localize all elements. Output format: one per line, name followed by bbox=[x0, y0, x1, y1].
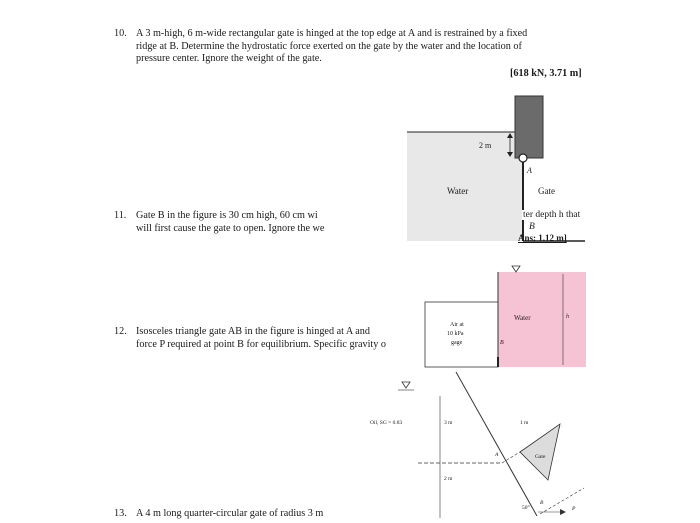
air-label-1: Air at bbox=[450, 322, 464, 328]
dim-1m-label: 1 m bbox=[520, 420, 529, 426]
air-label-2: 10 kPa bbox=[447, 331, 464, 337]
problem-line: Isosceles triangle gate AB in the figure is hinged at A and bbox=[136, 326, 370, 337]
h-label: h bbox=[566, 314, 569, 320]
problem-text bbox=[136, 210, 324, 235]
triangle-gate bbox=[520, 424, 560, 480]
problem-line: A 3 m-high, 6 m-wide rectangular gate is hinged at the top edge at A and is restrained by a fixed bbox=[136, 28, 528, 39]
problem-line: pressure center. Ignore the weight of the gate. bbox=[136, 53, 322, 64]
problem-text bbox=[136, 326, 386, 351]
depth-label: 2 m bbox=[479, 141, 492, 150]
figure-11-diagram bbox=[420, 262, 590, 372]
angle-label: 50° bbox=[522, 505, 530, 511]
hinge-label: A bbox=[527, 166, 532, 175]
figure-12 bbox=[362, 368, 590, 523]
dim-3m-label: 3 m bbox=[444, 420, 453, 426]
problem-line: force P required at point B for equilibrium. Specific gravity o bbox=[136, 338, 386, 350]
overlay-text-2: B bbox=[529, 222, 535, 232]
gate-b-label: B bbox=[500, 340, 504, 346]
figure-10-diagram bbox=[395, 92, 595, 244]
problem-text bbox=[136, 28, 527, 66]
figure-12-diagram bbox=[362, 368, 590, 523]
gate-label: Gate bbox=[535, 454, 546, 460]
problem-12 bbox=[114, 326, 419, 352]
dim-2m-label: 2 m bbox=[444, 476, 453, 482]
problem-10 bbox=[114, 28, 594, 68]
problem-line: Gate B in the figure is 30 cm high, 60 cm wi bbox=[136, 210, 318, 221]
problem-number: 11. bbox=[114, 210, 127, 221]
free-surface-symbol bbox=[512, 266, 520, 272]
overlay-text-3: Ans: 1.12 m] bbox=[518, 233, 567, 243]
upper-wall bbox=[515, 96, 543, 158]
problem-number: 10. bbox=[114, 28, 127, 39]
force-p-label: P bbox=[572, 506, 576, 512]
figure-10 bbox=[395, 92, 595, 244]
hinge-a-label: A bbox=[495, 452, 499, 458]
water-tank bbox=[498, 272, 586, 367]
problem-number: 13. bbox=[114, 508, 127, 519]
point-b-label: B bbox=[540, 500, 544, 506]
hinge-circle bbox=[519, 154, 527, 162]
free-surface-symbol bbox=[402, 382, 410, 388]
force-arrow bbox=[560, 509, 566, 515]
problem-11 bbox=[114, 210, 364, 236]
inclined-wall bbox=[456, 372, 537, 516]
problem-line: A 4 m long quarter-circular gate of radius 3 m bbox=[136, 508, 324, 519]
problem-line: ridge at B. Determine the hydrostatic force exerted on the gate by the water and the location of bbox=[136, 40, 522, 52]
air-label-3: gage bbox=[451, 340, 463, 346]
oil-label: Oil, SG = 0.83 bbox=[370, 420, 403, 426]
figure-11 bbox=[420, 262, 590, 372]
problem-text bbox=[136, 508, 323, 521]
overlay-text-1: ter depth h that bbox=[523, 210, 581, 220]
water-label: Water bbox=[447, 186, 469, 196]
problem-number: 12. bbox=[114, 326, 127, 337]
water-label: Water bbox=[514, 314, 531, 322]
problem-line: will first cause the gate to open. Ignore the we bbox=[136, 222, 325, 234]
gate-label: Gate bbox=[538, 186, 555, 196]
problem-13 bbox=[114, 508, 364, 522]
problem-10-answer: [618 kN, 3.71 m] bbox=[510, 68, 582, 79]
